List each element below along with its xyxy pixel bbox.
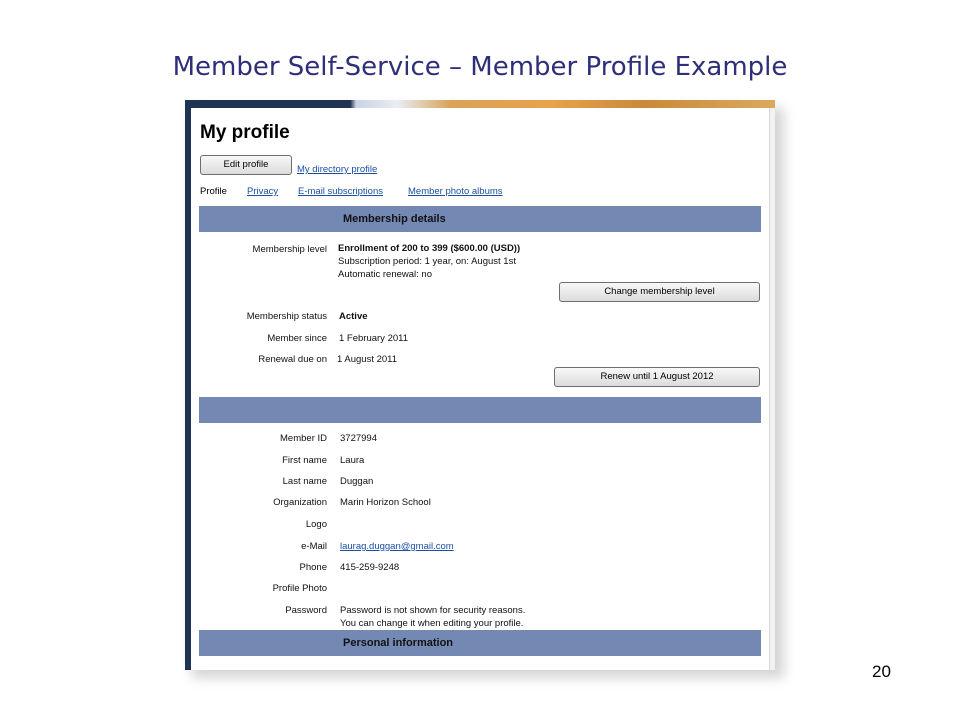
password-label: Password xyxy=(285,605,327,616)
tab-privacy[interactable]: Privacy xyxy=(247,186,279,197)
page-number: 20 xyxy=(872,662,891,681)
left-nav-tick xyxy=(185,196,189,212)
membership-status-value: Active xyxy=(339,311,368,322)
tab-member-photo-albums[interactable]: Member photo albums xyxy=(408,186,503,197)
profile-screenshot xyxy=(185,100,775,670)
section-title: Personal information xyxy=(343,637,454,649)
profile-photo-label: Profile Photo xyxy=(272,583,327,594)
directory-profile-link[interactable]: My directory profile xyxy=(297,164,378,175)
personal-info-section-header xyxy=(199,630,761,656)
membership-level-label: Membership level xyxy=(252,244,327,255)
section-title: Membership details xyxy=(343,213,446,225)
edit-profile-button[interactable]: Edit profile xyxy=(200,155,292,175)
membership-section-header xyxy=(199,206,761,232)
member-id-label: Member ID xyxy=(280,433,327,444)
tab-email-subscriptions[interactable]: E-mail subscriptions xyxy=(298,186,383,197)
email-link[interactable]: laurag.duggan@gmail.com xyxy=(340,541,454,552)
profile-panel xyxy=(195,108,769,670)
renewal-due-label: Renewal due on xyxy=(258,354,327,365)
phone-value: 415-259-9248 xyxy=(340,562,400,573)
password-note-line2: You can change it when editing your profile. xyxy=(340,618,524,629)
membership-status-label: Membership status xyxy=(246,311,327,322)
password-note-line1: Password is not shown for security reasons. xyxy=(340,605,526,616)
subscription-period: Subscription period: 1 year, on: August 1st xyxy=(338,256,516,267)
page-title: My profile xyxy=(200,122,290,143)
member-details-section-header xyxy=(199,397,761,423)
logo-label: Logo xyxy=(305,519,327,530)
change-membership-level-button[interactable]: Change membership level xyxy=(559,282,760,302)
organization-value: Marin Horizon School xyxy=(340,497,431,508)
email-label: e-Mail xyxy=(301,541,327,552)
last-name-value: Duggan xyxy=(340,476,374,487)
slide-title: Member Self-Service – Member Profile Example xyxy=(172,52,788,82)
member-since-label: Member since xyxy=(267,333,327,344)
first-name-label: First name xyxy=(282,455,327,466)
first-name-value: Laura xyxy=(340,455,365,466)
scrollbar[interactable] xyxy=(769,108,775,670)
member-since-value: 1 February 2011 xyxy=(339,333,409,344)
site-banner xyxy=(185,100,775,108)
automatic-renewal: Automatic renewal: no xyxy=(338,269,432,280)
membership-level-value: Enrollment of 200 to 399 ($600.00 (USD)) xyxy=(338,243,521,254)
left-nav-strip xyxy=(185,108,191,670)
organization-label: Organization xyxy=(273,497,327,508)
renewal-due-value: 1 August 2011 xyxy=(337,354,398,365)
phone-label: Phone xyxy=(299,562,327,573)
renew-membership-button[interactable]: Renew until 1 August 2012 xyxy=(554,367,760,387)
tab-profile[interactable]: Profile xyxy=(200,186,227,197)
last-name-label: Last name xyxy=(282,476,327,487)
member-id-value: 3727994 xyxy=(340,433,377,444)
